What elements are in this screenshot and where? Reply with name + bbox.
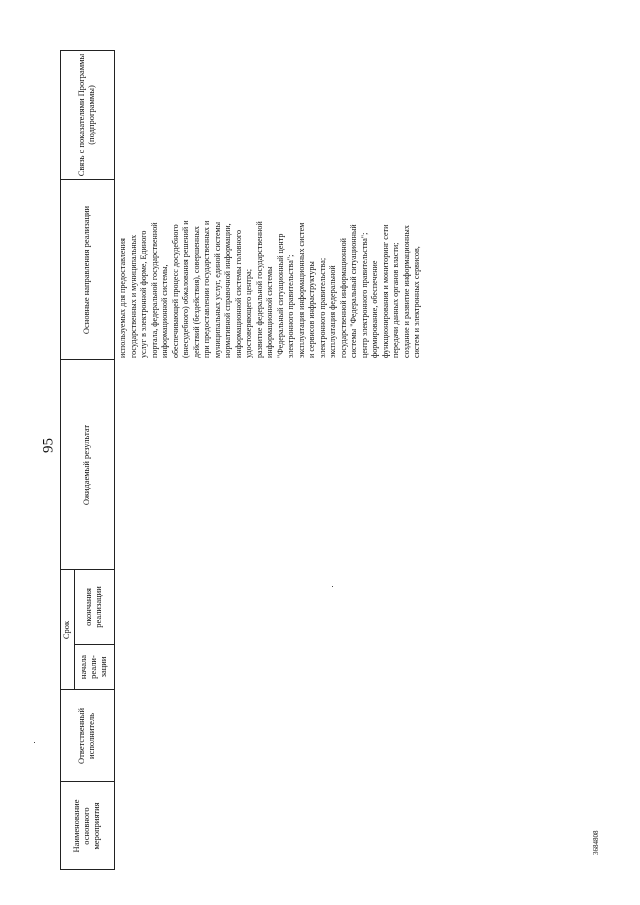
header-executor: Ответственный исполнитель	[76, 708, 96, 764]
col-separator	[60, 781, 114, 782]
directions-line: используемых для предоставления	[118, 238, 127, 358]
table-border-left	[60, 869, 114, 870]
rotated-table	[60, 50, 616, 870]
directions-line: (внесудебного) обжалования решений и	[181, 220, 190, 358]
directions-line: эксплуатация федеральной	[328, 265, 337, 358]
directions-line: информационной системы головного	[233, 229, 243, 358]
header-name: Наименование основного мероприятия	[71, 799, 101, 853]
header-term: Срок	[61, 620, 72, 640]
directions-line: передачи данных органов власти;	[391, 242, 400, 358]
header-directions: Основные направления реализации	[81, 205, 92, 335]
directions-line: "Федеральный ситуационный центр	[275, 233, 285, 358]
directions-line: муниципальных услуг, единой системы	[212, 221, 222, 358]
directions-line: удостоверяющего центра;	[244, 269, 253, 358]
directions-line: информационной системы	[265, 266, 274, 358]
document-id: 3684808	[592, 830, 600, 855]
directions-line: портала, федеральной государственной	[149, 222, 159, 358]
table-header-line	[114, 50, 115, 870]
directions-line: развитие федеральной государственной	[254, 221, 264, 358]
directions-line: функционирования и мониторинг сети	[380, 224, 390, 358]
col-separator	[60, 569, 114, 570]
page-number: 95	[40, 438, 57, 453]
directions-line: действий (бездействия), совершенных	[191, 226, 201, 358]
directions-line: системы "Федеральный ситуационный	[349, 224, 358, 358]
col-separator	[60, 689, 114, 690]
directions-text	[118, 180, 614, 358]
directions-line: при предоставлении государственных и	[202, 220, 211, 358]
directions-line: электронного правительства";	[286, 254, 295, 358]
directions-line: и сервисов инфраструктуры	[307, 261, 316, 358]
col-separator	[60, 359, 114, 360]
header-start: начала реали-зации	[78, 654, 108, 680]
scan-speck	[34, 742, 35, 743]
directions-line: услуг в электронной форме, Единого	[139, 230, 148, 358]
col-separator	[60, 179, 114, 180]
directions-line: государственных и муниципальных	[128, 234, 138, 358]
directions-line: информационной системы,	[160, 264, 169, 358]
directions-line: обеспечивающей процесс досудебного	[170, 224, 180, 358]
table-border-right	[60, 50, 114, 51]
table-border-top	[60, 50, 61, 870]
directions-line: систем и электронных сервисов,	[412, 246, 421, 358]
directions-line: электронного правительства;	[317, 257, 327, 358]
directions-line: государственной информационной	[338, 238, 348, 358]
directions-line: создание и развитие информационных	[401, 225, 411, 358]
col-separator	[74, 644, 114, 645]
header-link: Связь с показателями Программы (подпрограммы)	[76, 53, 96, 177]
directions-line: нормативной справочной информации,	[223, 223, 232, 358]
directions-line: формирование, обеспечение	[370, 260, 379, 358]
directions-line: эксплуатация информационных систем	[296, 222, 306, 358]
directions-line: центр электронного правительства";	[359, 232, 369, 358]
header-end: окончания реализации	[83, 586, 103, 628]
header-result: Ожидаемый результат	[81, 424, 92, 506]
